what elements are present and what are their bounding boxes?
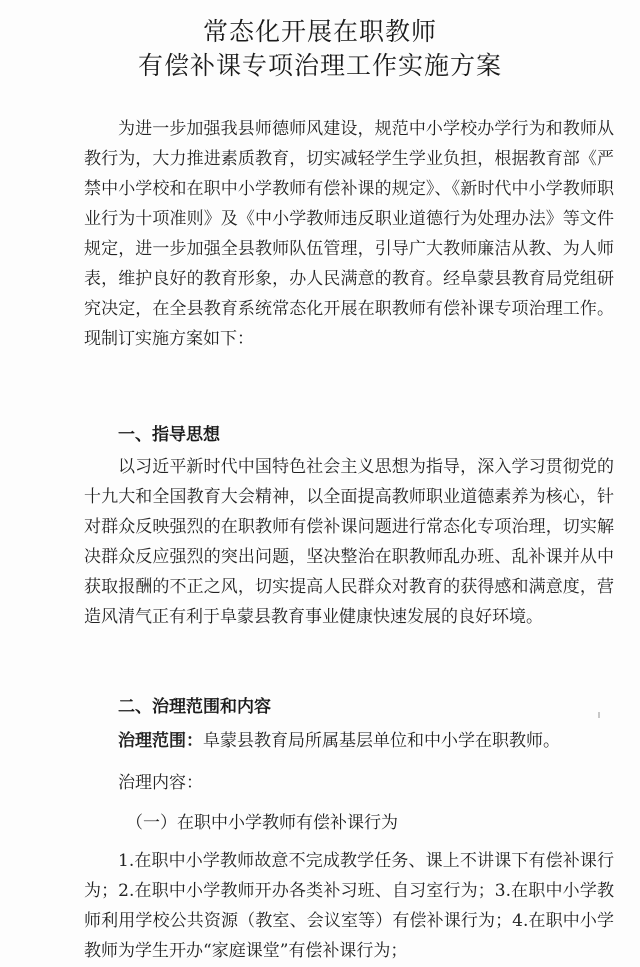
scan-mark	[598, 712, 600, 718]
section-2-heading: 二、治理范围和内容	[118, 697, 271, 717]
subsection-1-heading: （一）在职中小学教师有偿补课行为	[126, 813, 398, 833]
intro-paragraph: 为进一步加强我县师德师风建设，规范中小学校办学行为和教师从教行为，大力推进素质教育，切实减轻学生学业负担，根据教育部《严禁中小学校和在职中小学教师有偿补课的规定》、《新时代中小学教师职业行为十项准则》及《中小学教师违反职业道德行为处理办法》等文件规定，进一步加强全县教师队伍管理，引导广大教师廉洁从教、为人师表，维护良好的教育形象，办人民满意的教育。经阜蒙县教育局党组研究决定，在全县教育系统常态化开展在职教师有偿补课专项治理工作。现制订实施方案如下：	[84, 119, 614, 349]
section-1-paragraph: 以习近平新时代中国特色社会主义思想为指导，深入学习贯彻党的十九大和全国教育大会精神，以全面提高教师职业道德素养为核心，针对群众反映强烈的在职教师有偿补课问题进行常态化专项治理，切实解决群众反应强烈的突出问题，坚决整治在职教师乱办班、乱补课并从中获取报酬的不正之风，切实提高人民群众对教育的获得感和满意度，营造风清气正有利于阜蒙县教育事业健康快速发展的良好环境。	[84, 457, 614, 627]
scope-label: 治理范围：	[118, 731, 203, 751]
document-title-line-1: 常态化开展在职教师	[202, 17, 437, 46]
content-label: 治理内容：	[118, 773, 203, 793]
scope-text: 阜蒙县教育局所属基层单位和中小学在职教师。	[203, 731, 560, 751]
items-paragraph: 1.在职中小学教师故意不完成教学任务、课上不讲课下有偿补课行为；2.在职中小学教师开办各类补习班、自习室行为；3.在职中小学教师利用学校公共资源（教室、会议室等）有偿补课行为；4.在职中小学教师为学生开办“家庭课堂”有偿补课行为；	[84, 851, 614, 961]
section-1-heading: 一、指导思想	[118, 425, 220, 445]
document-title-line-2: 有偿补课专项治理工作实施方案	[137, 51, 502, 80]
scope-line	[118, 726, 560, 756]
